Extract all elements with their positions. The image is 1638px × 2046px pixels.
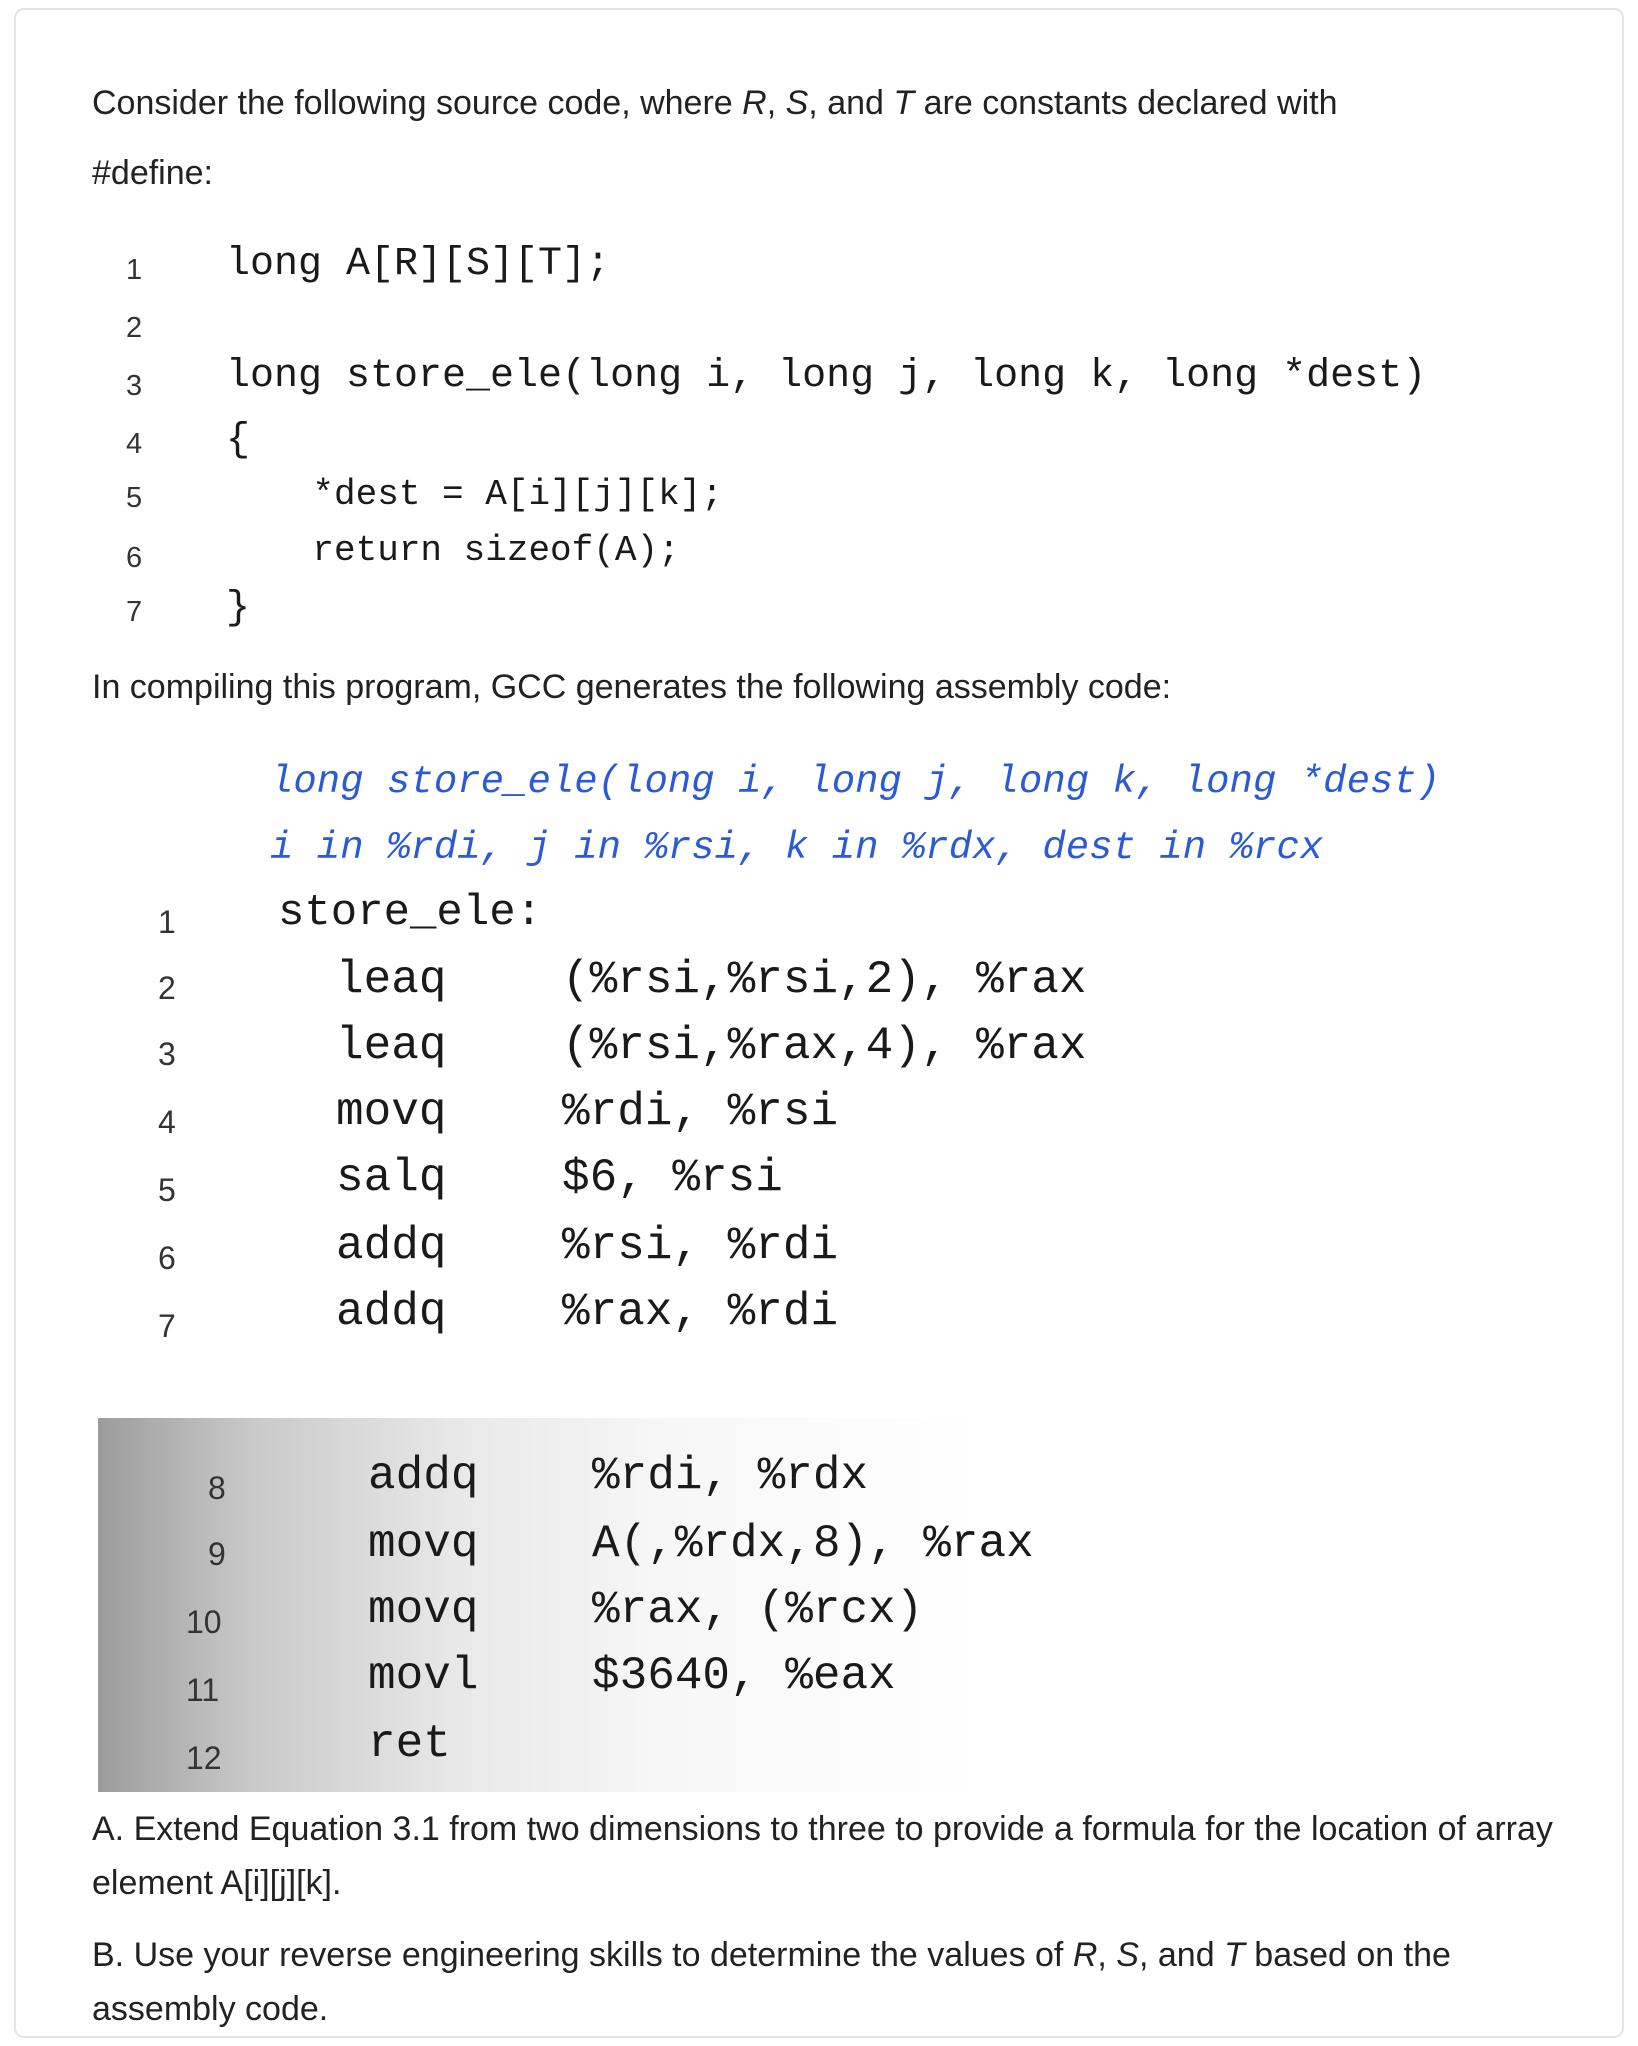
asm-operands: %rdi, %rsi [562,1086,839,1138]
source-line: long A[R][S][T]; [226,242,611,287]
asm-line-number: 5 [158,1172,176,1208]
intro-line-1: Consider the following source code, where R, S, and T are constants declared with [92,84,1338,122]
asm-line-number: 4 [158,1104,176,1140]
asm-line-number: 3 [158,1036,176,1072]
asm-operands: A(,%rdx,8), %rax [592,1518,1034,1570]
asm-line-number: 8 [208,1470,226,1506]
question-b [92,1928,1451,2036]
asm-operands: %rdi, %rdx [592,1450,869,1502]
assembly-register-map: i in %rdi, j in %rsi, k in %rdx, dest in %rcx [270,826,1324,870]
source-line-number: 1 [126,254,143,286]
question-a-line-1: A. Extend Equation 3.1 from two dimensions to three to provide a formula for the location of array [92,1810,1553,1848]
source-line-number: 4 [126,428,143,460]
source-line: return sizeof(A); [226,530,680,571]
asm-opcode: addq [368,1450,479,1502]
asm-opcode: addq [336,1286,447,1338]
asm-line-number: 6 [158,1240,176,1276]
asm-operands: $3640, %eax [592,1650,896,1702]
source-line-number: 6 [126,542,143,574]
intro-line-2: #define: [92,154,213,192]
source-line-number: 2 [126,312,143,344]
source-line: { [226,418,251,463]
assembly-signature: long store_ele(long i, long j, long k, long *dest) [270,760,1441,804]
asm-operands: $6, %rsi [562,1152,783,1204]
asm-operands: %rsi, %rdi [562,1220,839,1272]
asm-operands: %rax, (%rcx) [592,1584,924,1636]
question-b-line-1: B. Use your reverse engineering skills to determine the values of R, S, and T based on the [92,1936,1451,1974]
asm-line-number: 7 [158,1308,176,1344]
question-a [92,1802,1553,1910]
asm-line-number: 2 [158,970,176,1006]
asm-line-number: 9 [208,1536,226,1572]
asm-line-number: 12 [186,1740,222,1776]
asm-opcode: movq [368,1518,479,1570]
asm-operands: (%rsi,%rax,4), %rax [562,1020,1087,1072]
asm-operands: (%rsi,%rsi,2), %rax [562,954,1087,1006]
question-a-line-2: element A[i][j][k]. [92,1864,342,1902]
source-line-number: 5 [126,482,143,514]
asm-opcode: salq [336,1152,447,1204]
asm-opcode: leaq [336,1020,447,1072]
asm-opcode: ret [368,1718,451,1770]
asm-operands: %rax, %rdi [562,1286,839,1338]
source-line-number: 7 [126,596,143,628]
source-line: } [226,586,251,631]
question-b-line-2: assembly code. [92,1990,329,2028]
asm-opcode: movq [336,1086,447,1138]
asm-line-number: 1 [158,904,176,940]
asm-label: store_ele: [278,888,543,938]
middle-text: In compiling this program, GCC generates the following assembly code: [92,668,1172,706]
source-line-number: 3 [126,370,143,402]
source-line: long store_ele(long i, long j, long k, long *dest) [226,354,1427,399]
asm-line-number: 11 [186,1672,220,1708]
asm-opcode: leaq [336,954,447,1006]
asm-line-number: 10 [186,1604,222,1640]
asm-opcode: movq [368,1584,479,1636]
source-line: *dest = A[i][j][k]; [226,474,723,515]
asm-opcode: addq [336,1220,447,1272]
asm-opcode: movl [368,1650,479,1702]
